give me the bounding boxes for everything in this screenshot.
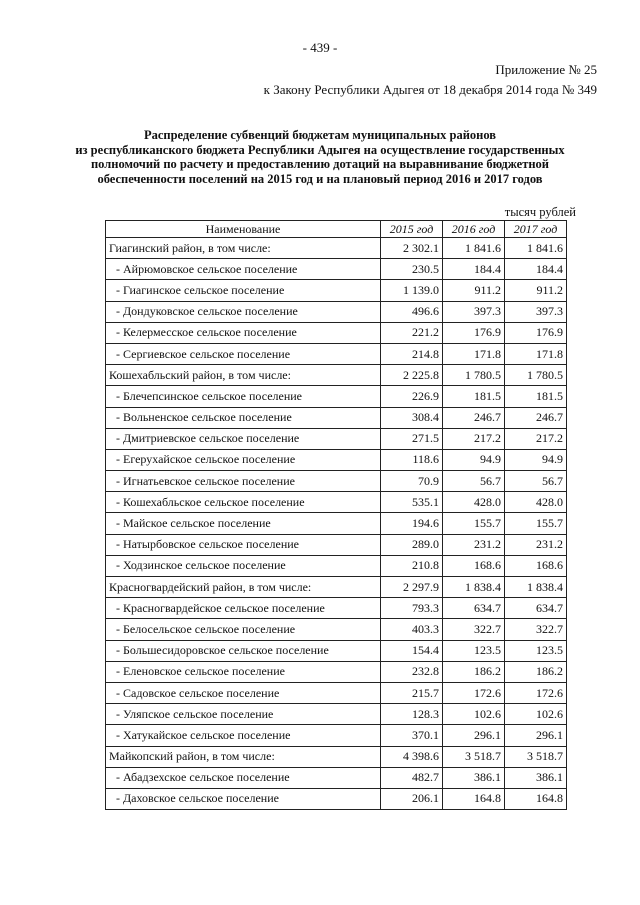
row-name: - Игнатьевское сельское поселение [106,471,381,492]
settlement-row [106,322,567,343]
units-label: тысяч рублей [504,205,576,219]
settlement-row [106,661,567,682]
value-2016: 171.8 [443,343,505,364]
value-2015: 230.5 [381,259,443,280]
value-2017: 181.5 [505,386,567,407]
value-2017: 102.6 [505,704,567,725]
value-2017: 246.7 [505,407,567,428]
value-2017: 911.2 [505,280,567,301]
value-2016: 911.2 [443,280,505,301]
value-2016: 172.6 [443,682,505,703]
value-2016: 168.6 [443,555,505,576]
value-2016: 1 838.4 [443,577,505,598]
row-name: - Блечепсинское сельское поселение [106,386,381,407]
row-name: - Кошехабльское сельское поселение [106,492,381,513]
value-2015: 226.9 [381,386,443,407]
value-2015: 70.9 [381,471,443,492]
value-2017: 3 518.7 [505,746,567,767]
value-2015: 403.3 [381,619,443,640]
settlement-row [106,682,567,703]
row-name: - Айрюмовское сельское поселение [106,259,381,280]
value-2017: 1 838.4 [505,577,567,598]
value-2015: 221.2 [381,322,443,343]
value-2016: 164.8 [443,788,505,809]
value-2016: 634.7 [443,598,505,619]
value-2016: 1 841.6 [443,238,505,259]
row-name: - Гиагинское сельское поселение [106,280,381,301]
row-name: - Келермесское сельское поселение [106,322,381,343]
value-2016: 428.0 [443,492,505,513]
document-title [60,128,580,186]
settlement-row [106,704,567,725]
value-2015: 128.3 [381,704,443,725]
row-name: - Вольненское сельское поселение [106,407,381,428]
column-header-2015: 2015 год [381,221,443,238]
value-2015: 535.1 [381,492,443,513]
settlement-row [106,513,567,534]
value-2017: 296.1 [505,725,567,746]
value-2017: 634.7 [505,598,567,619]
value-2017: 168.6 [505,555,567,576]
title-line: из республиканского бюджета Республики Адыгея на осуществление государственных [75,142,565,157]
row-name: - Даховское сельское поселение [106,788,381,809]
value-2016: 184.4 [443,259,505,280]
row-name: - Натырбовское сельское поселение [106,534,381,555]
settlement-row [106,619,567,640]
settlement-row [106,343,567,364]
row-name: - Ходзинское сельское поселение [106,555,381,576]
value-2017: 386.1 [505,767,567,788]
row-name: - Красногвардейское сельское поселение [106,598,381,619]
value-2016: 181.5 [443,386,505,407]
settlement-row [106,534,567,555]
settlement-row [106,259,567,280]
value-2017: 322.7 [505,619,567,640]
value-2017: 164.8 [505,788,567,809]
value-2015: 1 139.0 [381,280,443,301]
row-name: - Хатукайское сельское поселение [106,725,381,746]
table-body [106,238,567,810]
value-2015: 308.4 [381,407,443,428]
value-2016: 56.7 [443,471,505,492]
value-2015: 194.6 [381,513,443,534]
value-2017: 397.3 [505,301,567,322]
row-name: - Уляпское сельское поселение [106,704,381,725]
value-2017: 155.7 [505,513,567,534]
settlement-row [106,555,567,576]
column-header-2017: 2017 год [505,221,567,238]
settlement-row [106,788,567,809]
row-name: - Дмитриевское сельское поселение [106,428,381,449]
settlement-row [106,449,567,470]
value-2016: 186.2 [443,661,505,682]
settlement-row [106,598,567,619]
value-2017: 176.9 [505,322,567,343]
value-2016: 123.5 [443,640,505,661]
settlement-row [106,280,567,301]
value-2016: 94.9 [443,449,505,470]
value-2017: 1 841.6 [505,238,567,259]
annex-law-reference: к Закону Республики Адыгея от 18 декабря 2014 года № 349 [263,82,597,97]
table-header-row [106,221,567,238]
value-2015: 210.8 [381,555,443,576]
row-name: - Сергиевское сельское поселение [106,343,381,364]
value-2015: 496.6 [381,301,443,322]
value-2015: 2 297.9 [381,577,443,598]
row-name: Майкопский район, в том числе: [106,746,381,767]
row-name: Кошехабльский район, в том числе: [106,365,381,386]
value-2016: 217.2 [443,428,505,449]
value-2017: 231.2 [505,534,567,555]
row-name: - Еленовское сельское поселение [106,661,381,682]
value-2016: 322.7 [443,619,505,640]
district-row [106,238,567,259]
value-2017: 184.4 [505,259,567,280]
value-2015: 215.7 [381,682,443,703]
value-2017: 94.9 [505,449,567,470]
value-2017: 217.2 [505,428,567,449]
row-name: - Майское сельское поселение [106,513,381,534]
settlement-row [106,301,567,322]
value-2017: 186.2 [505,661,567,682]
value-2016: 176.9 [443,322,505,343]
settlement-row [106,386,567,407]
value-2015: 793.3 [381,598,443,619]
row-name: - Дондуковское сельское поселение [106,301,381,322]
value-2015: 118.6 [381,449,443,470]
value-2016: 386.1 [443,767,505,788]
value-2015: 289.0 [381,534,443,555]
settlement-row [106,767,567,788]
value-2016: 1 780.5 [443,365,505,386]
value-2017: 1 780.5 [505,365,567,386]
value-2015: 2 302.1 [381,238,443,259]
district-row [106,746,567,767]
column-header-name: Наименование [106,221,381,238]
row-name: - Садовское сельское поселение [106,682,381,703]
value-2015: 4 398.6 [381,746,443,767]
value-2015: 271.5 [381,428,443,449]
value-2017: 428.0 [505,492,567,513]
value-2015: 232.8 [381,661,443,682]
value-2016: 246.7 [443,407,505,428]
value-2016: 397.3 [443,301,505,322]
settlement-row [106,640,567,661]
value-2015: 154.4 [381,640,443,661]
row-name: - Егерухайское сельское поселение [106,449,381,470]
value-2017: 56.7 [505,471,567,492]
value-2017: 171.8 [505,343,567,364]
settlement-row [106,407,567,428]
row-name: - Белосельское сельское поселение [106,619,381,640]
title-line: Распределение субвенций бюджетам муниципальных районов [143,128,497,142]
row-name: - Большесидоровское сельское поселение [106,640,381,661]
value-2017: 123.5 [505,640,567,661]
row-name: Гиагинский район, в том числе: [106,238,381,259]
value-2016: 155.7 [443,513,505,534]
settlement-row [106,471,567,492]
value-2017: 172.6 [505,682,567,703]
value-2016: 296.1 [443,725,505,746]
settlement-row [106,725,567,746]
annex-number: Приложение № 25 [495,62,597,77]
value-2015: 370.1 [381,725,443,746]
row-name: Красногвардейский район, в том числе: [106,577,381,598]
value-2016: 3 518.7 [443,746,505,767]
title-line: обеспеченности поселений на 2015 год и на плановый период 2016 и 2017 годов [97,171,543,186]
value-2015: 214.8 [381,343,443,364]
district-row [106,577,567,598]
value-2015: 206.1 [381,788,443,809]
settlement-row [106,492,567,513]
subsidy-table [105,220,567,810]
column-header-2016: 2016 год [443,221,505,238]
value-2015: 482.7 [381,767,443,788]
value-2015: 2 225.8 [381,365,443,386]
value-2016: 102.6 [443,704,505,725]
row-name: - Абадзехское сельское поселение [106,767,381,788]
title-line: полномочий по расчету и предоставлению дотаций на выравнивание бюджетной [90,157,549,171]
page-number: - 439 - [302,40,338,55]
district-row [106,365,567,386]
value-2016: 231.2 [443,534,505,555]
settlement-row [106,428,567,449]
